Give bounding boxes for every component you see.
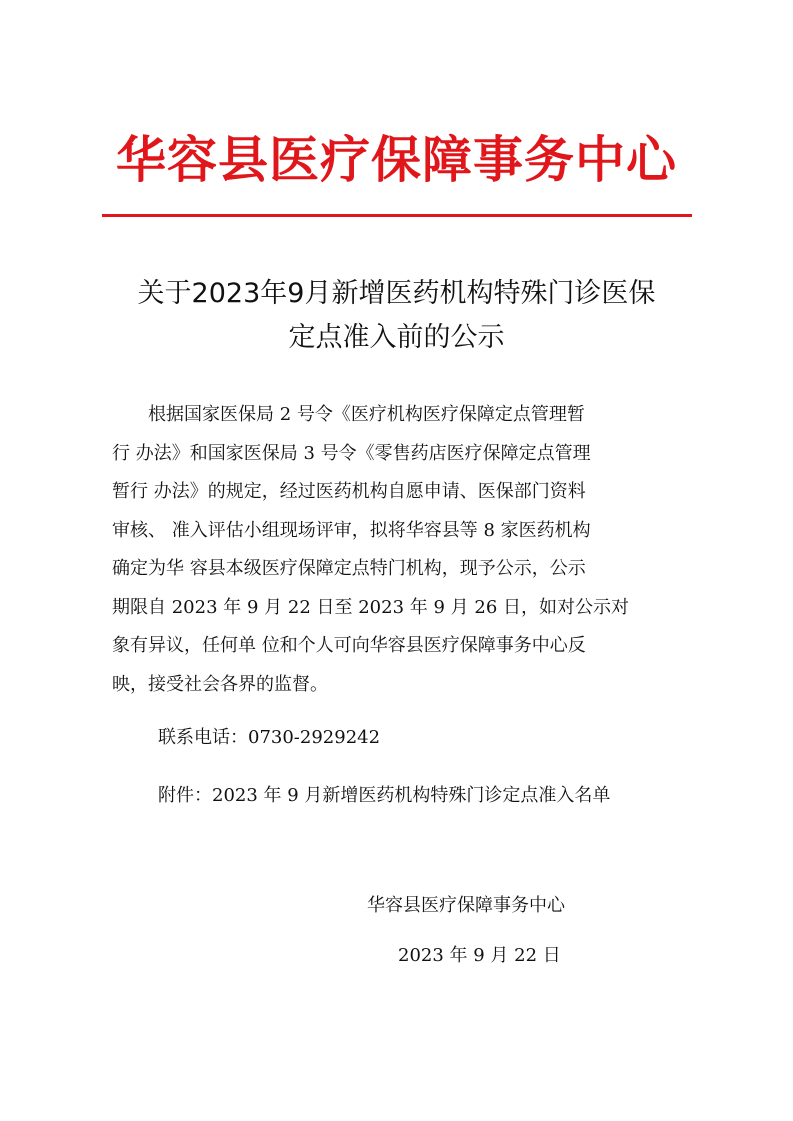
header-red-rule [102,214,692,217]
notice-body [112,396,690,704]
signature-org: 华容县医疗保障事务中心 [367,895,565,916]
attachment-note: 附件：2023 年 9 月新增医药机构特殊门诊定点准入名单 [158,785,611,806]
issuing-org-header: 华容县医疗保障事务中心 [116,130,677,189]
contact-phone: 联系电话：0730-2929242 [158,727,381,748]
document-title-line: 定点准入前的公示 [288,322,505,353]
document-title [90,272,703,360]
document-title-line: 关于2023年9月新增医药机构特殊门诊医保 [137,278,656,309]
body-line: 确定为华 容县本级医疗保障定点特门机构，现予公示，公示 [112,558,586,579]
body-line: 行 办法》和国家医保局 3 号令《零售药店医疗保障定点管理 [112,442,591,464]
body-line: 映，接受社会各界的监督。 [112,673,328,695]
body-line: 期限自 2023 年 9 月 22 日至 2023 年 9 月 26 日，如对公示对 [112,596,629,618]
body-line: 审核、 准入评估小组现场评审，拟将华容县等 8 家医药机构 [112,519,591,541]
body-line: 根据国家医保局 2 号令《医疗机构医疗保障定点管理暂 [112,404,585,425]
signature-date: 2023 年 9 月 22 日 [398,945,561,966]
body-line: 象有异议，任何单 位和个人可向华容县医疗保障事务中心反 [112,635,586,656]
body-line: 暂行 办法》的规定，经过医药机构自愿申请、医保部门资料 [112,481,586,502]
